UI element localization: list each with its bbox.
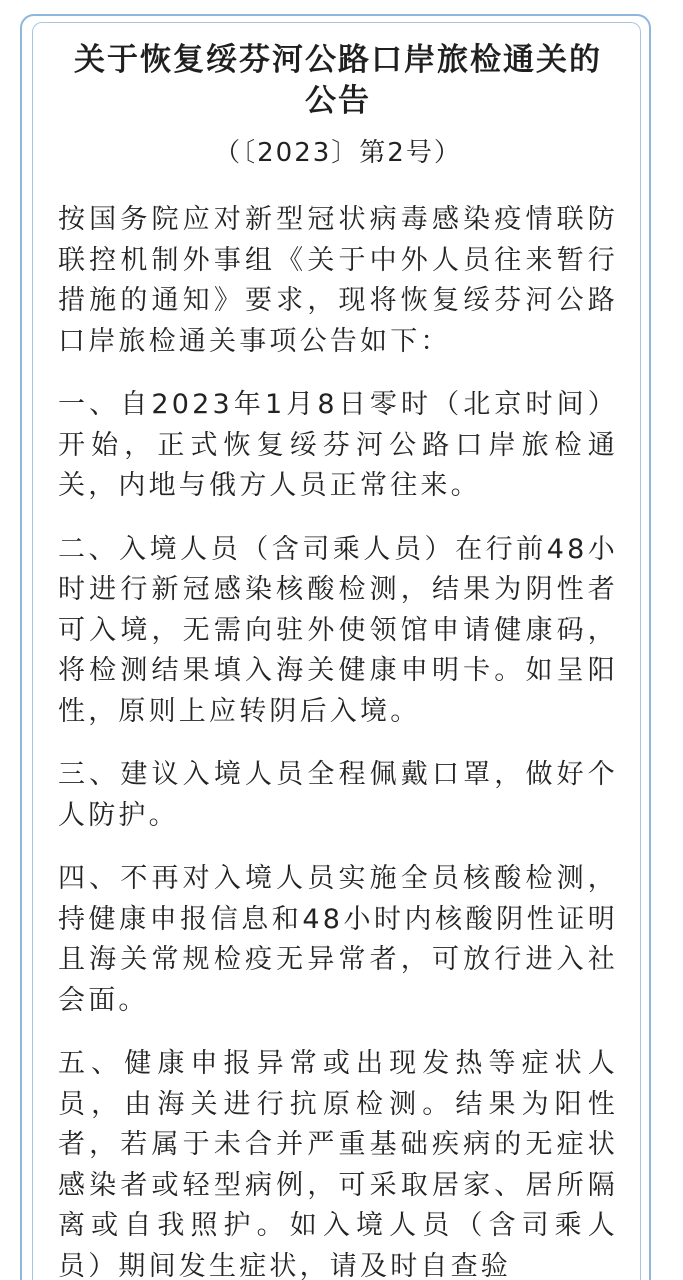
paragraph-item-3: 三、建议入境人员全程佩戴口罩，做好个人防护。 xyxy=(58,759,618,831)
announcement-body xyxy=(58,40,618,1280)
announcement-title: 关于恢复绥芬河公路口岸旅检通关的公告 xyxy=(74,42,602,119)
paragraph-item-2: 二、入境人员（含司乘人员）在行前48小时进行新冠感染核酸检测，结果为阴性者可入境，无需向驻外使领馆申请健康码，将检测结果填入海关健康申明卡。如呈阳性，原则上应转阴后入境。 xyxy=(58,533,618,727)
paragraph-item-1: 一、自2023年1月8日零时（北京时间）开始，正式恢复绥芬河公路口岸旅检通关，内地与俄方人员正常往来。 xyxy=(58,389,618,501)
paragraph-item-4: 四、不再对入境人员实施全员核酸检测，持健康申报信息和48小时内核酸阴性证明且海关常规检疫无异常者，可放行进入社会面。 xyxy=(58,863,618,1016)
document-number: （〔2023〕第2号） xyxy=(214,138,462,168)
paragraph-item-5: 五、健康申报异常或出现发热等症状人员，由海关进行抗原检测。结果为阳性者，若属于未合并严重基础疾病的无症状感染者或轻型病例，可采取居家、居所隔离或自我照护。如入境人员（含司乘人员）期间发生症状，请及时自查验 xyxy=(58,1048,618,1280)
paragraph-intro: 按国务院应对新型冠状病毒感染疫情联防联控机制外事组《关于中外人员往来暂行措施的通知》要求，现将恢复绥芬河公路口岸旅检通关事项公告如下： xyxy=(58,204,618,357)
